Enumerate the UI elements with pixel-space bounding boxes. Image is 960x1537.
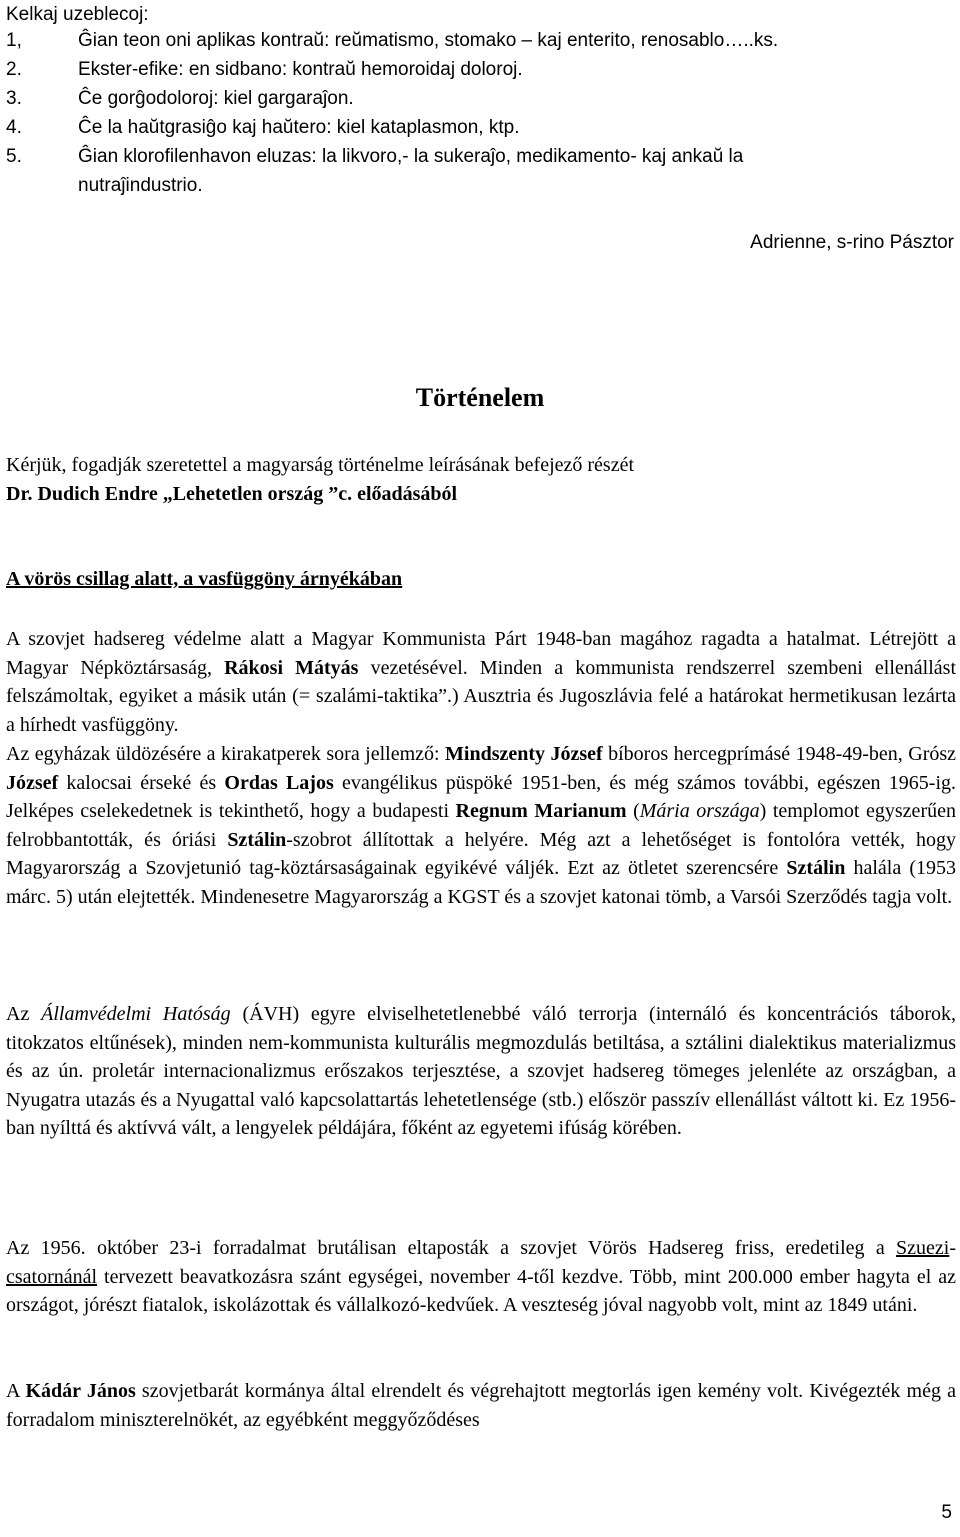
paragraph-2 [6,740,956,912]
italic-term: Államvédelmi Hatóság [41,1003,231,1025]
list-item-text: Ĝian teon oni aplikas kontraŭ: reŭmatismo, stomako – kaj enterito, renosablo…..ks. [78,30,779,51]
list-item-text: Ĉe la haŭtgrasiĝo kaj haŭtero: kiel kataplasmon, ktp. [78,117,520,138]
text-run: Az 1956. október 23-i forradalmat brutálisan eltaposták a szovjet Vörös Hadsereg friss, eredetileg a [6,1237,897,1259]
uses-list [6,28,956,196]
text-run: -szobrot állítottak a helyére. Még azt a lehetőséget is fontolóra vették, hogy Magyarország a Szovjetunió tag-köztársaságainak egyikévé váljék. Ezt az ötletet szerencsére [6,828,956,880]
bold-name: Ordas Lajos [224,771,334,794]
bold-name: Rákosi Mátyás [224,656,359,679]
intro-line: Kérjük, fogadják szeretettel a magyarság történelme leírásának befejező részét [6,454,635,476]
text-run: tervezett beavatkozásra szánt egységei, november 4-től kezdve. Több, mint 200.000 ember hagyta el az országot, jórészt fiatalok, iskolázottak és vállalkozó-kedvűek. A veszteség jóval nagyobb volt, mint az 1849 utáni. [6,1265,956,1317]
list-item [6,86,956,112]
bold-name: Regnum Marianum [455,800,627,823]
bold-name: Kádár János [25,1380,136,1402]
text-run: bíboros hercegprímásé 1948-49-ben, Grósz [602,743,957,765]
text-run: szovjetbarát kormánya által elrendelt és végrehajtott megtorlás igen kemény volt. Kivégezték még a forradalom miniszterelnökét, az egyébként meggyőződéses [6,1380,956,1431]
text-run: A szovjet hadsereg védelme alatt a Magyar Kommunista Párt 1948-ban magához ragadta a hatalmat. Létrejött a Magyar Népköztársaság, [6,628,956,679]
list-item [6,28,956,54]
text-run: - [949,1237,956,1259]
list-item [6,173,956,199]
list-item [6,144,956,170]
bold-name: József [6,771,59,794]
lecture-line: Dr. Dudich Endre „Lehetetlen ország ”c. előadásából [6,483,458,505]
text-run: ) templomot egyszerűen felrobbantották, és óriási [6,800,956,851]
italic-term: Mária országa [639,800,760,823]
paragraph-4 [6,1234,956,1320]
list-item-text: Ekster-efike: en sidbano: kontraŭ hemoroidaj doloroj. [78,59,523,80]
author-signature: Adrienne, s-rino Pásztor [750,232,954,253]
page-number: 5 [941,1502,952,1523]
paragraph-1 [6,625,956,739]
list-item-text: Ĉe gorĝodoloroj: kiel gargaraĵon. [78,88,354,109]
underlined-term: csatornánál [6,1265,98,1288]
list-item [6,57,956,83]
list-item [6,115,956,141]
underlined-term: Szuezi [896,1237,950,1259]
text-run: A [6,1380,26,1402]
section-title: Történelem [415,383,545,412]
text-run: evangélikus püspöké 1951-ben, és még számos további, egészen 1965-ig. Jelképes cselekedetnek is tekinthető, hogy a budapesti [6,771,957,823]
text-run: Az egyházak üldözésére a kirakatperek sora jellemző: [6,743,446,765]
bold-name: Sztálin [227,828,287,851]
uses-heading: Kelkaj uzeblecoj: [6,4,149,25]
text-run: vezetésével. Minden a kommunista rendszerrel szembeni ellenállást felszámoltak, egyiket a másik után (= szalámi-taktika”.) Ausztria és Jugoszlávia felé a határokat hermetikusan lezárta a hírhedt vasfüggöny. [6,656,956,736]
list-item-number: 5. [6,146,22,167]
text-run: ( [626,800,640,823]
subheading: A vörös csillag alatt, a vasfüggöny árnyékában [6,568,403,590]
text-run: kalocsai érseké és [58,771,225,794]
text-run: halála (1953 márc. 5) után elejtették. Mindenesetre Magyarország a KGST és a szovjet katonai tömb, a Varsói Szerződés tagja volt. [6,857,956,908]
list-item-number: 2. [6,59,22,80]
bold-name: Sztálin [786,857,846,880]
bold-name: Mindszenty József [445,743,603,765]
text-run: (ÁVH) egyre elviselhetetlenebbé váló terrorja (internáló és koncentrációs táborok, titokzatos eltűnések), minden nem-kommunista kulturális megmozdulás betiltása, a sztálini dialektikus materializmus és az ún. proletár internacionalizmus erőszakos terjesztése, a szovjet hadsereg tömeges jelenléte az országban, a Nyugatra utazás és a Nyugattal való kapcsolattartás lehetetlensége (stb.) először passzív ellenállást váltott ki. Ez 1956-ban nyílttá és aktívvá vált, a lengyelek példájára, főként az egyetemi ifúság körében. [6,1003,957,1140]
list-item-number: 3. [6,88,22,109]
list-item-number: 1, [6,30,22,51]
paragraph-3 [6,1000,956,1143]
list-item-text: nutraĵindustrio. [78,175,203,196]
paragraph-5 [6,1377,956,1434]
list-item-number: 4. [6,117,22,138]
list-item-text: Ĝian klorofilenhavon eluzas: la likvoro,- la sukeraĵo, medikamento- kaj ankaŭ la [78,146,744,167]
text-run: Az [6,1003,42,1025]
